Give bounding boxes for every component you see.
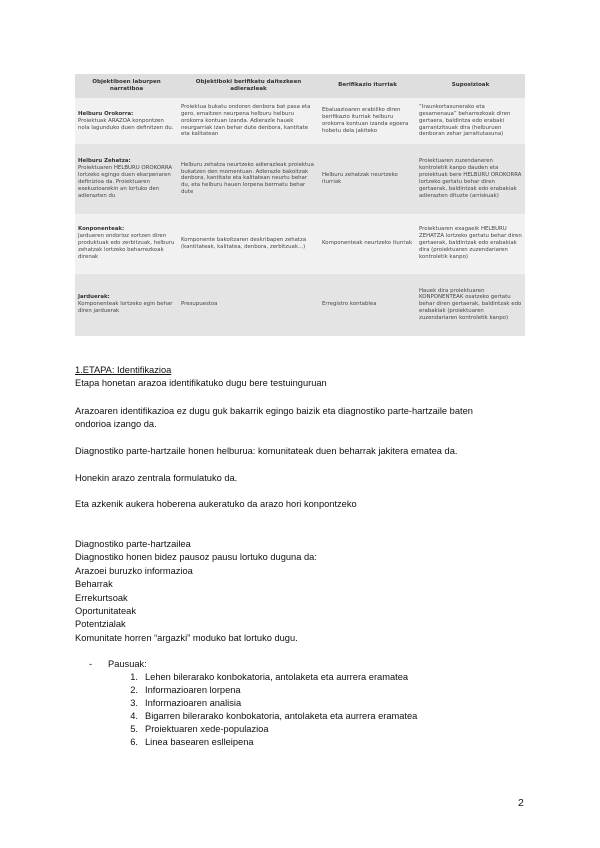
section1-para4: Eta azkenik aukera hoberena aukeratuko da arazo hori konpontzeko [75,499,357,509]
logical-framework-table [75,74,525,336]
table-cell: Komponenteak neurtzeko iturriak [319,214,416,274]
row-title: Jarduerak: [78,294,110,301]
table-cell: Komponente bakoitzaren deskribapen zehatza (kantitateak, kalitatea, denbora, zerbitzuak...) [178,214,319,274]
header-assumptions: Suposizioak [416,74,525,98]
table-header-row [75,74,525,98]
section2-item: Arazoei buruzko informazioa [75,566,193,576]
table-cell: Helburu zehatzak neurtzeko iturriak [319,144,416,213]
section1-para1-line1: Arazoaren identifikazioa ez dugu guk bakarrik egingo baizik eta diagnostiko parte-hartzaile baten [75,406,473,416]
table-cell [75,98,178,144]
header-indicators: Objektiboki berifikatu daitezkeen adierazleak [178,74,319,98]
step-text: Informazioaren lorpena [145,685,241,695]
section2-closing: Komunitate horren “argazki” moduko bat lortuko dugu. [75,633,298,643]
row-text: Jardueren ondorioz sortzen diren produktuak edo zerbitzuak, helburu zehatzak lortzeko beharrezkoak direnak [78,233,175,260]
step-text: Lehen bilerarako konbokatoria, antolaketa eta aurrera eramatea [145,672,409,682]
section2-intro: Diagnostiko honen bidez pausoz pausu lortuko duguna da: [75,552,317,562]
section1-para2: Diagnostiko parte-hartzaile honen helburua: komunitateak duen beharrak jakitera ematea da. [75,446,458,456]
table-cell: Hauek dira proiektuaren KONPONENTEAK osatzeko gertatu behar diren gertaerak, baldintzak edo erabakiak (proiektuaren zuzendariaren kontroletik kanpo) [416,274,525,336]
row-title: Helburu Orokorra: [78,110,134,117]
step-number: 6. [130,737,138,747]
table-cell: “Iraunkortasunerako eta gesamenaua” beharrezkoak diren gertaera, baldintza edo erabaki garrantzitsuak dira (helburuen denboran zehar jarraitutasuna) [416,98,525,144]
row-text: Proiektuaren HELBURU OROKORRA lortzeko egingo duen ekarpenaren definizioa da. Proiektuaren exekuzioarekin an lortuko den adierazten du [78,165,173,199]
step-text: Linea basearen eslleipena [145,737,254,747]
table-cell [75,274,178,336]
row-title: Helburu Zehatza: [78,158,131,165]
section2-item: Errekurtsoak [75,593,128,603]
step-text: Proiektuaren xede-populazioa [145,724,269,734]
section2-item: Potentzialak [75,619,126,629]
step-number: 1. [130,672,138,682]
header-sources: Berifikazio iturriak [319,74,416,98]
page-number: 2 [518,797,524,809]
table-cell [75,144,178,213]
section1-para1-line2: ondorioa izango da. [75,419,157,429]
step-text: Bigarren bilerarako konbokatoria, antolaketa eta aurrera eramatea [145,711,418,721]
steps-label: Pausuak: [108,659,147,669]
section1-heading: 1.ETAPA: Identifikazioa [75,365,172,375]
table-row [75,144,525,213]
steps-dash: - [89,659,93,669]
step-number: 5. [130,724,138,734]
section1-para3: Honekin arazo zentrala formulatuko da. [75,473,238,483]
table-cell: Proiektuaren exagaeik HELBURU ZEHATZA lortzeko gertatu behar diren gertaerak, baldintzak edo erabakiak dira (proiektuaren zuzendariaren kontroletik kanpo) [416,214,525,274]
row-text: Komponenteak lortzeko egin behar diren jarduerak [78,301,173,315]
step-number: 2. [130,685,138,695]
table-cell: Erregistro kontablea [319,274,416,336]
table-row [75,274,525,336]
step-text: Informazioaren analisia [145,698,242,708]
table-cell [75,214,178,274]
section1-intro: Etapa honetan arazoa identifikatuko dugu bere testuinguruan [75,378,327,388]
table-cell: Proiektuaren zuzendaneren kontroletik kanpo dauden eta proiektuak bere HELBURU OROKORRA lortzeko gertatu behar diren gertaerak, baldintzak edo erabakiak adierazten dituzte (arriskuak) [416,144,525,213]
table-cell: Presupuestoa [178,274,319,336]
table-row [75,214,525,274]
table-cell: Helburu zehatza neurtzeko adierazleak proiektua bukatzen den momentuan. Adierazle bakoitzak denbora, kantitate eta kalitatean neurtu behar du, eta helburu hauen lorpena bermatu behar dute [178,144,319,213]
row-text: Proiektuak ARAZOA konpontzen nola lagunduko duen definitzen du. [78,117,174,131]
table-row [75,98,525,144]
step-number: 4. [130,711,138,721]
header-narrative: Objektiboen laburpen narratiboa [75,74,178,98]
table-cell: Proiektua bukatu ondoren denbora bat pasa eta gero, emaitzen neurpena helburu helburu orokorra kontuan izanda. Adierazle hauek neurgarriak izan behar dute denbora, kantitate eta kalitatean [178,98,319,144]
step-number: 3. [130,698,138,708]
section2-heading: Diagnostiko parte-hartzailea [75,539,191,549]
table-cell: Ebaluazioaren erabiliko diren berifikazio iturriak helburu orokorra kontuan izanda egoera hobetu dela jakiteko [319,98,416,144]
section2-item: Beharrak [75,579,113,589]
section2-item: Oportunitateak [75,606,136,616]
row-title: Konponenteak: [78,226,125,233]
